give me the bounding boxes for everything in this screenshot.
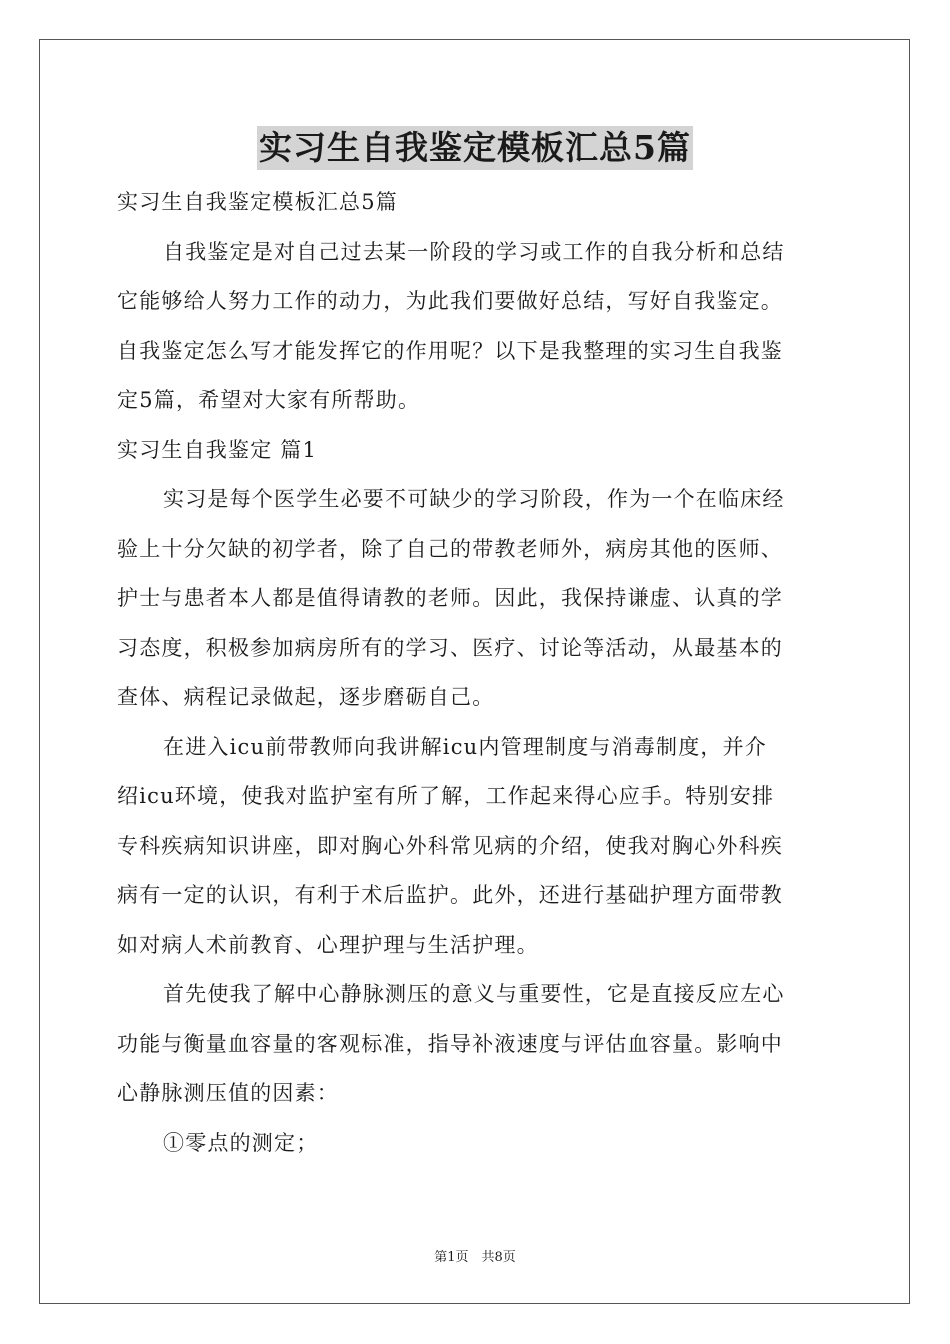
page-footer: 第1页 共8页 (434, 1250, 516, 1265)
document-body (117, 178, 837, 1168)
text-line: 功能与衡量血容量的客观标准，指导补液速度与评估血容量。影响中 (117, 1031, 783, 1056)
document-title: 实习生自我鉴定模板汇总5篇 (257, 126, 693, 170)
text-line: 心静脉测压值的因素： (117, 1081, 339, 1105)
text-line: 查体、病程记录做起，逐步磨砺自己。 (117, 685, 495, 709)
text-line: 在进入icu前带教师向我讲解icu内管理制度与消毒制度，并介 (163, 734, 768, 759)
text-line: 实习是每个医学生必要不可缺少的学习阶段，作为一个在临床经 (163, 487, 785, 511)
title-container (0, 126, 950, 170)
text-line: 实习生自我鉴定模板汇总5篇 (117, 190, 398, 214)
text-line: 实习生自我鉴定 篇1 (117, 437, 318, 462)
text-line: 护士与患者本人都是值得请教的老师。因此，我保持谦虚、认真的学 (117, 586, 783, 610)
text-line: 自我鉴定是对自己过去某一阶段的学习或工作的自我分析和总结 (163, 239, 785, 264)
text-line: 首先使我了解中心静脉测压的意义与重要性，它是直接反应左心 (163, 982, 785, 1006)
text-line: 专科疾病知识讲座，即对胸心外科常见病的介绍，使我对胸心外科疾 (117, 833, 783, 858)
text-line: 验上十分欠缺的初学者，除了自己的带教老师外，病房其他的医师、 (117, 536, 783, 561)
text-line: 如对病人术前教育、心理护理与生活护理。 (117, 932, 539, 957)
text-line: 定5篇，希望对大家有所帮助。 (117, 388, 421, 412)
text-line: 病有一定的认识，有利于术后监护。此外，还进行基础护理方面带教 (117, 883, 783, 907)
text-line: 习态度，积极参加病房所有的学习、医疗、讨论等活动，从最基本的 (117, 635, 783, 660)
text-line: ①零点的测定； (163, 1130, 319, 1155)
text-line: 绍icu环境，使我对监护室有所了解，工作起来得心应手。特别安排 (117, 784, 775, 808)
text-line: 自我鉴定怎么写才能发挥它的作用呢？以下是我整理的实习生自我鉴 (117, 338, 783, 363)
text-line: 它能够给人努力工作的动力，为此我们要做好总结，写好自我鉴定。 (117, 289, 783, 313)
